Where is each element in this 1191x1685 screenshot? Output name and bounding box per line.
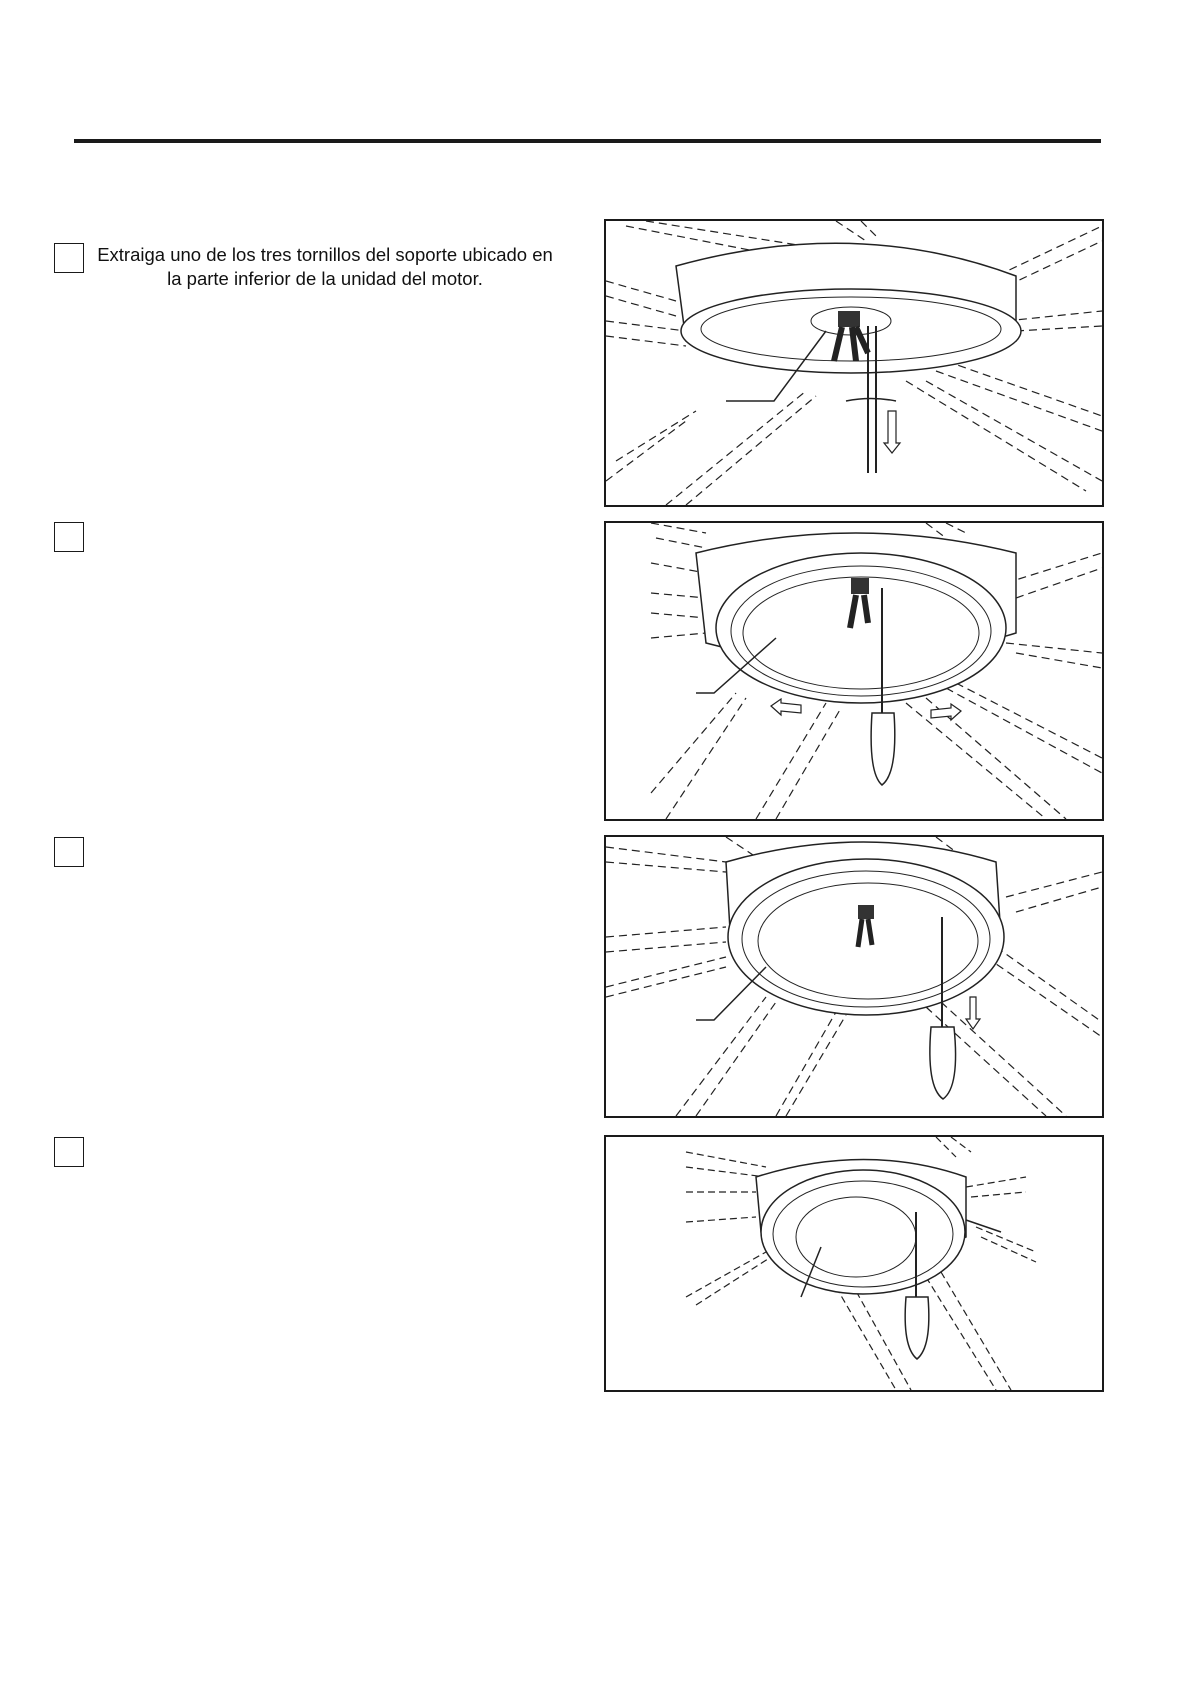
step-2-checkbox[interactable]	[54, 522, 84, 552]
motor-underside-screw-removal	[606, 221, 1102, 505]
motor-ring-rotation	[606, 523, 1102, 819]
header-divider	[74, 139, 1101, 143]
step-3-checkbox[interactable]	[54, 837, 84, 867]
step-3-illustration	[604, 835, 1104, 1118]
motor-ring-lowering	[606, 837, 1102, 1116]
step-1-illustration	[604, 219, 1104, 507]
step-4-checkbox[interactable]	[54, 1137, 84, 1167]
arrow-down-icon	[884, 411, 900, 453]
motor-ring-removed	[606, 1137, 1102, 1390]
step-4-illustration	[604, 1135, 1104, 1392]
step-1-checkbox[interactable]	[54, 243, 84, 273]
arrow-down-icon	[966, 997, 980, 1029]
step-2-illustration	[604, 521, 1104, 821]
step-1-instruction: Extraiga uno de los tres tornillos del soporte ubicado en la parte inferior de la unidad del motor.	[97, 244, 553, 289]
